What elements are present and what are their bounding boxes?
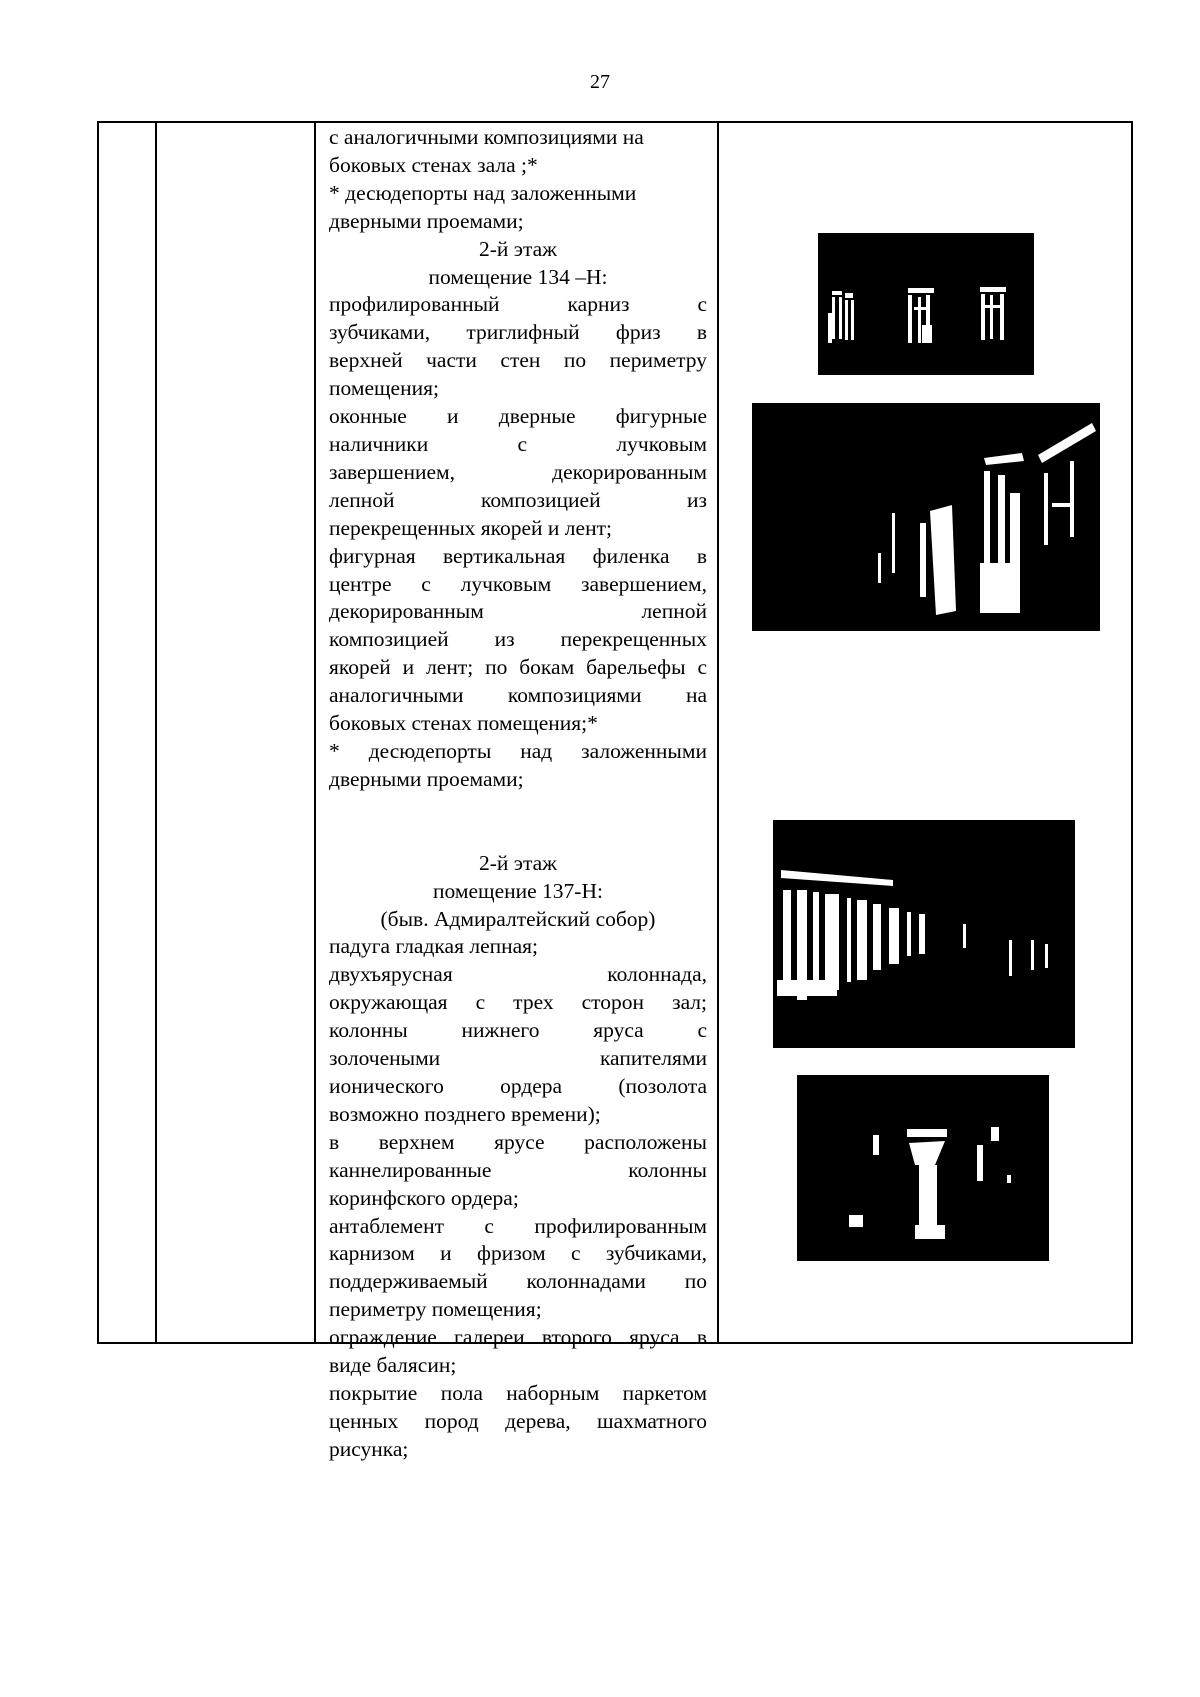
text-line: рисунка; bbox=[329, 1436, 409, 1461]
photo-room-134-windows bbox=[818, 233, 1034, 375]
text-line: боковых стенах зала ;* bbox=[329, 152, 538, 177]
text-line: колонны нижнего яруса с bbox=[329, 1018, 707, 1043]
text-line: ограждение галереи второго яруса в bbox=[329, 1325, 707, 1350]
text-line: возможно позднего времени); bbox=[329, 1101, 601, 1126]
text-line: перекрещенных якорей и лент; bbox=[329, 515, 612, 540]
text-line: 2-й этаж bbox=[478, 236, 558, 261]
text-line: аналогичными композициями на bbox=[329, 683, 707, 708]
text-line: антаблемент с профилированным bbox=[329, 1213, 707, 1238]
page-number: 27 bbox=[590, 71, 610, 93]
description-block-room-137 bbox=[329, 850, 707, 1464]
text-line: фигурная вертикальная филенка в bbox=[329, 543, 707, 568]
text-line: декорированным лепной bbox=[329, 599, 707, 624]
text-line: виде балясин; bbox=[329, 1353, 457, 1378]
text-line: оконные и дверные фигурные bbox=[329, 404, 707, 429]
photo-room-137-colonnade bbox=[773, 820, 1075, 1048]
text-line: * десюдепорты над заложенными bbox=[329, 180, 637, 205]
text-line: зубчиками, триглифный фриз в bbox=[329, 320, 707, 345]
text-line: помещение 134 –Н: bbox=[428, 264, 608, 289]
text-line: боковых стенах помещения;* bbox=[329, 711, 598, 736]
text-line: центре с лучковым завершением, bbox=[329, 571, 707, 596]
text-line: профилированный карниз с bbox=[329, 292, 707, 317]
text-line: помещения; bbox=[329, 376, 439, 401]
text-line: якорей и лент; по бокам барельефы с bbox=[329, 655, 707, 680]
text-line: в верхнем ярусе расположены bbox=[329, 1129, 707, 1154]
text-line: карнизом и фризом с зубчиками, bbox=[329, 1241, 707, 1266]
text-line: золочеными капителями bbox=[329, 1046, 707, 1071]
text-line: с аналогичными композициями на bbox=[329, 125, 644, 149]
text-line: лепной композицией из bbox=[329, 487, 707, 512]
text-line: каннелированные колонны bbox=[329, 1157, 707, 1182]
description-column bbox=[329, 124, 707, 1464]
description-block-room-134 bbox=[329, 124, 707, 794]
text-line: дверными проемами; bbox=[329, 208, 524, 233]
text-line: периметру помещения; bbox=[329, 1297, 542, 1322]
text-line: композицией из перекрещенных bbox=[329, 627, 707, 652]
text-line: * десюдепорты над заложенными bbox=[329, 738, 707, 763]
text-line: завершением, декорированным bbox=[329, 459, 707, 484]
text-line: 2-й этаж bbox=[478, 850, 558, 875]
column-divider-2 bbox=[314, 123, 316, 1342]
text-line: двухъярусная колоннада, bbox=[329, 962, 707, 987]
text-line: ценных пород дерева, шахматного bbox=[329, 1408, 707, 1433]
paragraph-gap bbox=[329, 794, 707, 822]
text-line: верхней части стен по периметру bbox=[329, 348, 707, 373]
photo-room-137-column bbox=[797, 1075, 1049, 1261]
text-line: падуга гладкая лепная; bbox=[329, 934, 539, 959]
text-line: покрытие пола наборным паркетом bbox=[329, 1380, 707, 1405]
text-line: ионического ордера (позолота bbox=[329, 1074, 707, 1098]
column-divider-1 bbox=[155, 123, 157, 1342]
column-divider-3 bbox=[717, 123, 719, 1342]
text-line: окружающая с трех сторон зал; bbox=[329, 990, 707, 1015]
photo-room-134-interior bbox=[752, 403, 1100, 631]
text-line: (быв. Адмиралтейский собор) bbox=[380, 906, 656, 931]
text-line: дверными проемами; bbox=[329, 766, 524, 791]
text-line: помещение 137-Н: bbox=[433, 878, 603, 903]
text-line: наличники с лучковым bbox=[329, 431, 707, 456]
paragraph-gap bbox=[329, 822, 707, 850]
text-line: коринфского ордера; bbox=[329, 1185, 519, 1210]
text-line: поддерживаемый колоннадами по bbox=[329, 1269, 707, 1294]
